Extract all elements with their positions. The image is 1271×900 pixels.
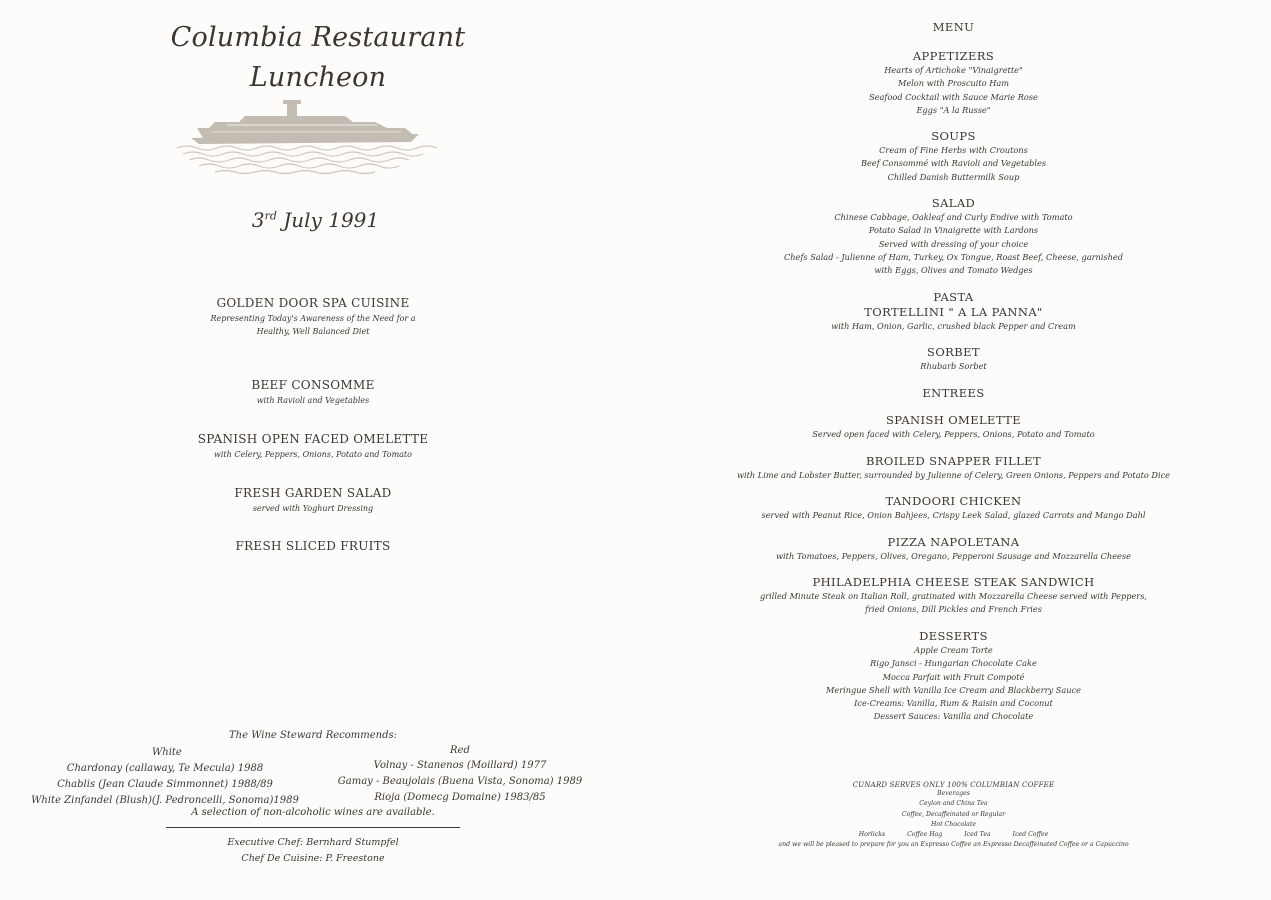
soups-section (636, 129, 1271, 184)
menu-item: Ice-Creams: Vanilla, Rum & Raisin and Coconut (854, 698, 1053, 709)
menu-item: Mocca Parfait with Fruit Compoté (882, 671, 1025, 682)
entree-snapper (636, 454, 1271, 482)
section-title: SALAD (931, 196, 976, 210)
menu-title: MENU (932, 20, 975, 34)
course-desc: Healthy, Well Balanced Diet (256, 327, 370, 336)
sorbet-section (636, 345, 1271, 373)
menu-item: Chilled Danish Buttermilk Soup (887, 171, 1020, 182)
menu-item: Potato Salad in Vinaigrette with Lardons (868, 225, 1039, 236)
beverage-item: Iced Coffee (1012, 831, 1049, 839)
sliced-fruits-course (0, 539, 636, 553)
wine-item: Chablis (Jean Claude Simmonnet) 1988/89 (57, 779, 273, 790)
entree-tandoori (636, 494, 1271, 522)
beverage-item: Hot Chocolate (930, 820, 977, 828)
beverage-row (636, 830, 1271, 840)
entree-name: TANDOORI CHICKEN (885, 494, 1022, 508)
menu-item: Beef Consommé with Ravioli and Vegetables (860, 158, 1047, 169)
date-rest: July 1991 (276, 208, 380, 232)
menu-item: Cream of Fine Herbs with Croutons (879, 145, 1028, 155)
entree-desc: Served open faced with Celery, Peppers, Onions, Potato and Tomato (812, 429, 1095, 439)
course-desc: with Ravioli and Vegetables (256, 396, 370, 405)
omelette-course (0, 432, 636, 461)
menu-item: Melon with Proscuito Ham (897, 78, 1010, 89)
executive-chef: Executive Chef: Bernhard Stumpfel (227, 837, 399, 848)
beverage-item: Horlicks (858, 831, 886, 839)
beverages-label: Beverages (937, 790, 970, 797)
menu-item: Chinese Cabbage, Oakleaf and Curly Endive with Tomato (834, 212, 1073, 222)
course-name: SPANISH OPEN FACED OMELETTE (197, 432, 429, 446)
salad-section (636, 196, 1271, 277)
menu-item: Rigo Jansci - Hungarian Chocolate Cake (870, 658, 1037, 669)
menu-item: with Eggs, Olives and Tomato Wedges (874, 265, 1033, 276)
pasta-dish: TORTELLINI " A LA PANNA" (864, 305, 1043, 319)
wine-heading: The Wine Steward Recommends: (228, 730, 397, 741)
entree-desc: grilled Minute Steak on Italian Roll, gratinated with Mozzarella Cheese served with Peppers, (759, 591, 1148, 601)
menu-item: Dessert Sauces: Vanilla and Chocolate (873, 711, 1034, 722)
beverage-item: Iced Tea (964, 831, 991, 839)
entrees-heading (636, 386, 1271, 401)
coffee-heading: CUNARD SERVES ONLY 100% COLUMBIAN COFFEE (852, 781, 1055, 789)
menu-item: with Ham, Onion, Garlic, crushed black Pepper and Cream (831, 321, 1076, 331)
entree-desc: with Lime and Lobster Butter, surrounded by Julienne of Celery, Green Onions, Peppers and Potato Dice (736, 470, 1171, 480)
menu-item: Hearts of Artichoke "Vinaigrette" (884, 65, 1023, 75)
section-title: PASTA (933, 290, 974, 304)
section-title: DESSERTS (919, 629, 988, 643)
course-name: FRESH GARDEN SALAD (234, 486, 392, 500)
course-name: GOLDEN DOOR SPA CUISINE (216, 296, 410, 310)
entree-name: PIZZA NAPOLETANA (887, 535, 1020, 549)
restaurant-title (0, 20, 636, 96)
non-alcoholic-note: A selection of non-alcoholic wines are available. (191, 807, 435, 818)
beverage-item: Coffee Hag (907, 831, 943, 839)
wine-item: Gamay - Beaujolais (Buena Vista, Sonoma) 1989 (337, 776, 583, 787)
desserts-section (636, 629, 1271, 724)
pasta-section (636, 290, 1271, 333)
coffee-footer: and we will be pleased to prepare for you an Expresso Coffee an Expresso Decaffeinated Coffee or a Capuccino (778, 841, 1129, 849)
cruise-ship-illustration (175, 98, 445, 176)
garden-salad-course (0, 486, 636, 515)
entree-desc: fried Onions, Dill Pickles and French Fries (865, 604, 1042, 615)
course-desc: Representing Today's Awareness of the Need for a (210, 314, 416, 323)
right-page (636, 0, 1271, 900)
appetizers-section (636, 49, 1271, 117)
coffee-section (636, 781, 1271, 851)
white-wine-list (31, 761, 299, 809)
menu-item: Meringue Shell with Vanilla Ice Cream and Blackberry Sauce (826, 684, 1081, 695)
menu-date (0, 208, 636, 232)
chef-credits (0, 835, 636, 867)
entree-desc: with Tomatoes, Peppers, Olives, Oregano, Pepperoni Sausage and Mozzarella Cheese (776, 551, 1131, 561)
section-title: SOUPS (931, 129, 976, 143)
menu-item: Rhubarb Sorbet (920, 361, 987, 371)
entree-spanish-omelette (636, 413, 1271, 441)
white-wine-label: White (152, 747, 182, 758)
menu-section (636, 20, 1271, 35)
section-title: ENTREES (922, 386, 985, 400)
menu-item: Served with dressing of your choice (878, 238, 1029, 249)
title-line-2: Luncheon (249, 62, 387, 93)
wine-item: Volnay - Stanenos (Moillard) 1977 (373, 760, 547, 771)
entree-desc: served with Peanut Rice, Onion Bahjees, Crispy Leek Salad, glazed Carrots and Mango Dahl (761, 510, 1146, 520)
course-name: FRESH SLICED FRUITS (235, 539, 391, 553)
menu-item: Apple Cream Torte (914, 645, 993, 655)
red-wine-label: Red (450, 745, 470, 756)
wine-item: Chardonay (callaway, Te Mecula) 1988 (66, 763, 264, 774)
entree-name: BROILED SNAPPER FILLET (865, 454, 1042, 468)
entree-name: SPANISH OMELETTE (885, 413, 1021, 427)
course-name: BEEF CONSOMME (251, 378, 375, 392)
red-wine-list (335, 758, 585, 806)
menu-item: Seafood Cocktail with Sauce Marie Rose (869, 91, 1038, 102)
entree-name: PHILADELPHIA CHEESE STEAK SANDWICH (812, 575, 1095, 589)
entree-cheese-steak (636, 575, 1271, 617)
menu-item: Eggs "A la Russe" (916, 104, 991, 115)
date-day: 3 (251, 208, 265, 232)
spa-course (0, 296, 636, 338)
menu-item: Chefs Salad - Julienne of Ham, Turkey, Ox Tongue, Roast Beef, Cheese, garnished (783, 251, 1123, 262)
title-line-1: Columbia Restaurant (170, 22, 466, 53)
divider (166, 827, 460, 828)
course-desc: served with Yoghurt Dressing (252, 504, 374, 513)
wine-item: White Zinfandel (Blush)(J. Pedroncelli, Sonoma)1989 (31, 795, 299, 806)
section-title: APPETIZERS (912, 49, 995, 63)
section-title: SORBET (927, 345, 980, 359)
beef-consomme-course (0, 378, 636, 407)
chef-de-cuisine: Chef De Cuisine: P. Freestone (241, 853, 385, 864)
entree-pizza (636, 535, 1271, 563)
wine-item: Rioja (Domecg Domaine) 1983/85 (374, 792, 546, 803)
beverage-item: Coffee, Decaffeinated or Regular (901, 810, 1006, 818)
date-suffix: rd (264, 209, 277, 223)
beverage-item: Ceylon and China Tea (919, 800, 988, 808)
course-desc: with Celery, Peppers, Onions, Potato and Tomato (214, 450, 412, 459)
